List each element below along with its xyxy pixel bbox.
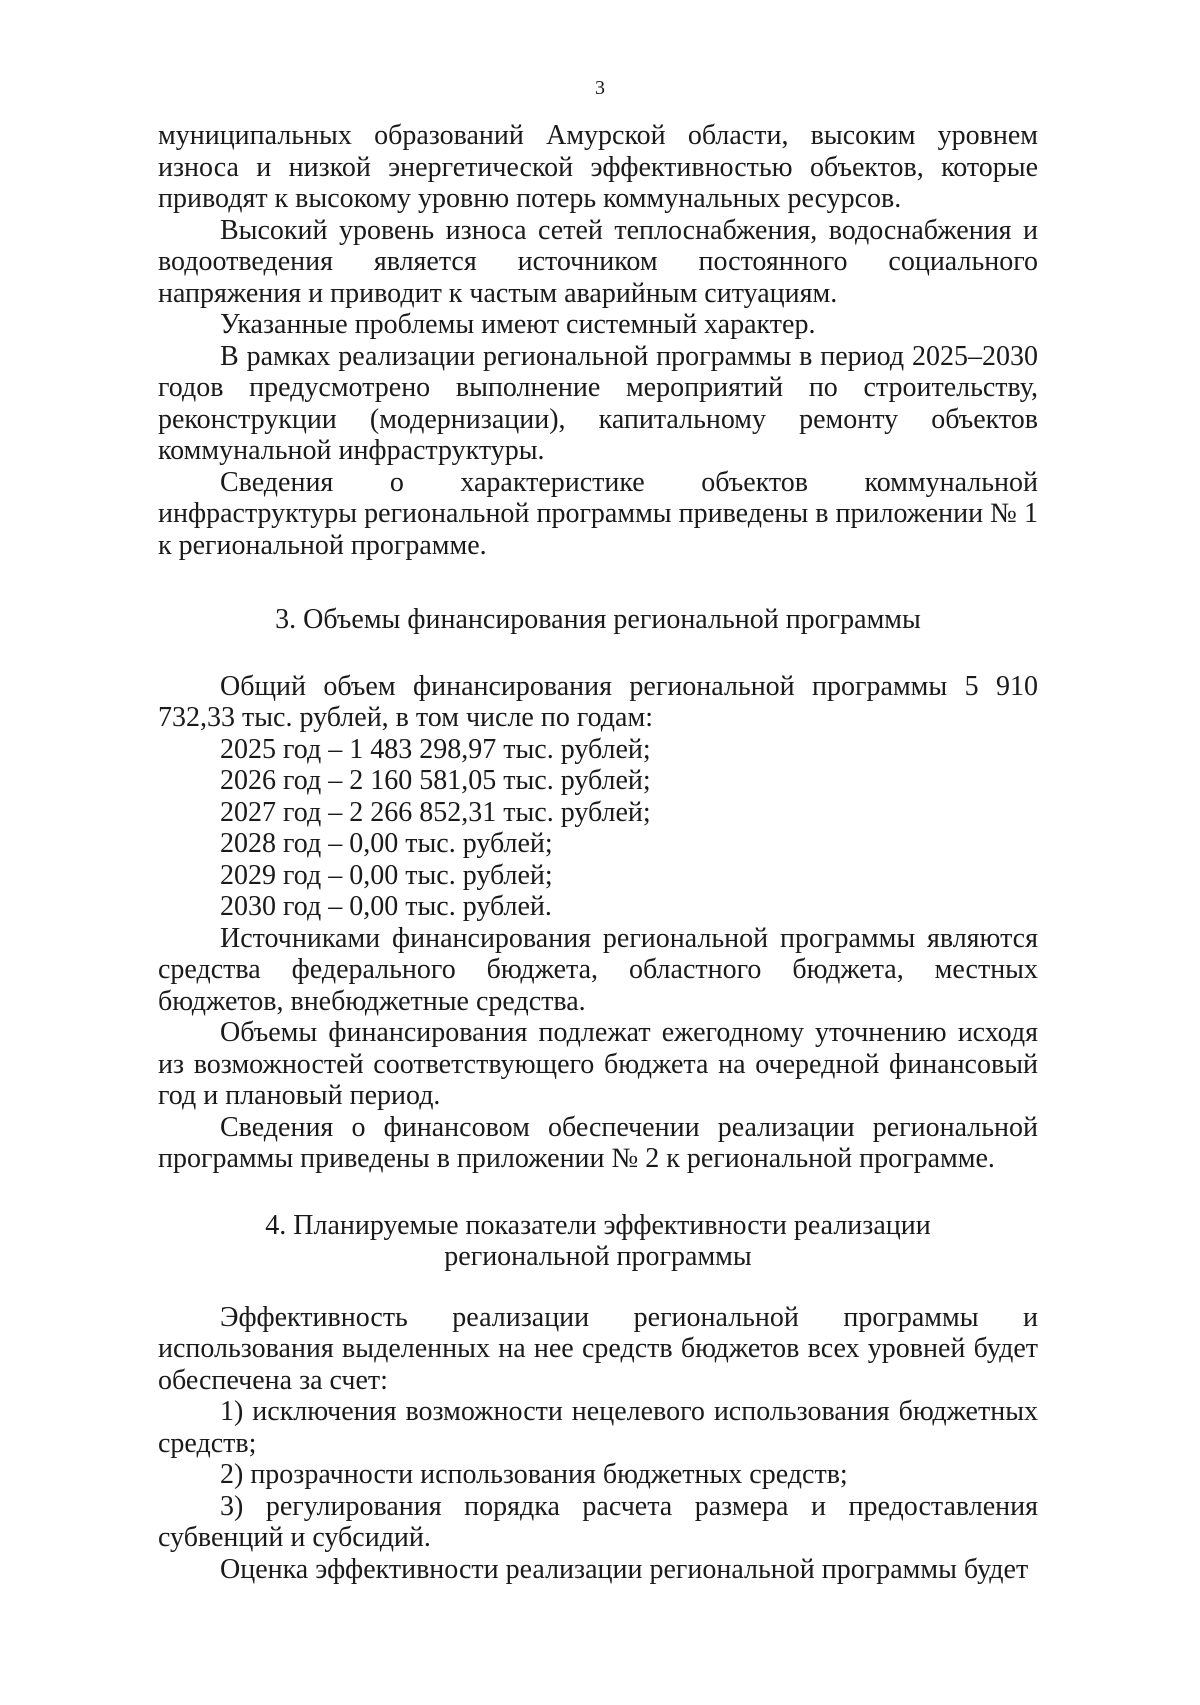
funding-year-item: 2025 год – 1 483 298,97 тыс. рублей; <box>220 733 651 765</box>
paragraph-efficiency-evaluation: Оценка эффективности реализации региональной программы будет <box>220 1553 1029 1585</box>
paragraph-annual-adjustment: Объемы финансирования подлежат ежегодному уточнению исходя из возможностей соответствующего бюджета на очередной финансовый год и плановый период. <box>158 1017 1038 1111</box>
paragraph-efficiency-intro: Эффективность реализации региональной программы и использования выделенных на нее средств бюджетов всех уровней будет обеспечена за счет: <box>158 1301 1038 1396</box>
funding-year-item: 2029 год – 0,00 тыс. рублей; <box>220 859 553 891</box>
section-3-heading: 3. Объемы финансирования региональной программы <box>275 604 921 635</box>
efficiency-item: 2) прозрачности использования бюджетных средств; <box>220 1459 848 1490</box>
section-4-heading-line-2: региональной программы <box>444 1241 752 1272</box>
funding-year-item: 2028 год – 0,00 тыс. рублей; <box>220 828 553 859</box>
paragraph-appendix-1-reference: Сведения о характеристике объектов коммунальной инфраструктуры региональной программы приведены в приложении № 1 к региональной программе. <box>158 466 1038 561</box>
efficiency-item: 1) исключения возможности нецелевого использования бюджетных средств; <box>158 1396 1038 1459</box>
page-number: 3 <box>595 77 605 99</box>
paragraph-funding-sources: Источниками финансирования региональной программы являются средства федерального бюджета, областного бюджета, местных бюджетов, внебюджетные средства. <box>158 922 1038 1017</box>
funding-by-year-list <box>158 734 1038 923</box>
paragraph-intro-continuation: муниципальных образований Амурской области, высоким уровнем износа и низкой энергетической эффективностью объектов, которые приводят к высокому уровню потерь коммунальных ресурсов. <box>158 120 1038 214</box>
section-4-heading-line-1: 4. Планируемые показатели эффективности реализации <box>265 1209 931 1241</box>
paragraph-appendix-2-reference: Сведения о финансовом обеспечении реализации региональной программы приведены в приложении № 2 к региональной программе. <box>158 1111 1038 1174</box>
funding-year-item: 2030 год – 0,00 тыс. рублей. <box>220 891 552 922</box>
section-4-heading <box>158 1210 1038 1273</box>
paragraph-systemic-problems: Указанные проблемы имеют системный характер. <box>220 309 816 340</box>
paragraph-program-measures: В рамках реализации региональной программы в период 2025–2030 годов предусмотрено выполнение мероприятий по строительству, реконструкции (модернизации), капитальному ремонту объектов коммунальной инфраструктуры. <box>158 340 1038 466</box>
funding-year-item: 2026 год – 2 160 581,05 тыс. рублей; <box>220 765 651 796</box>
efficiency-item: 3) регулирования порядка расчета размера и предоставления субвенций и субсидий. <box>158 1490 1038 1553</box>
funding-year-item: 2027 год – 2 266 852,31 тыс. рублей; <box>220 796 651 828</box>
paragraph-wear-level: Высокий уровень износа сетей теплоснабжения, водоснабжения и водоотведения является источником постоянного социального напряжения и приводит к частым аварийным ситуациям. <box>158 214 1038 309</box>
document-body <box>158 120 1038 1585</box>
paragraph-total-funding: Общий объем финансирования региональной программы 5 910 732,33 тыс. рублей, в том числе по годам: <box>158 670 1038 733</box>
